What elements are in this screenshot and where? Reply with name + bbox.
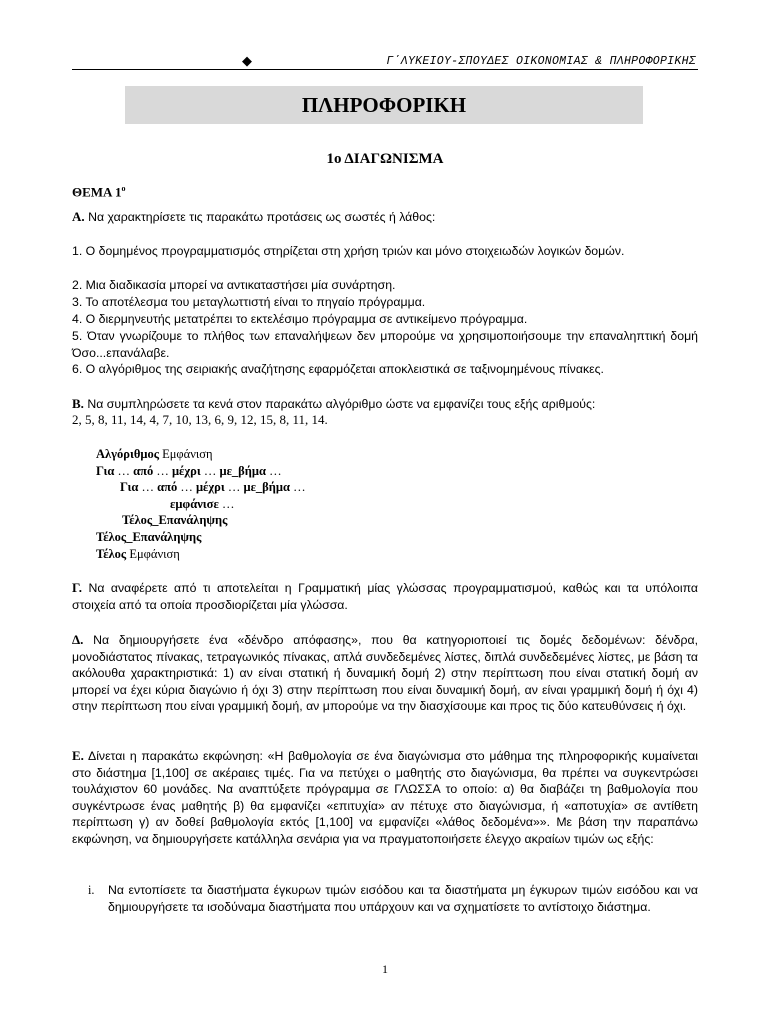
document-page <box>72 0 698 1024</box>
blank: … <box>117 463 131 478</box>
header-rule <box>72 69 698 70</box>
section-a-text: Να χαρακτηρίσετε τις παρακάτω προτάσεις ως σωστές ή λάθος: <box>88 210 436 224</box>
section-c-text: Να αναφέρετε από τι αποτελείται η Γραμματική μίας γλώσσας προγραμματισμού, καθώς και τα υπόλοιπα στοιχεία από τα οποία προσδιορίζεται μία γλώσσα. <box>72 581 698 612</box>
topic-heading <box>72 184 698 200</box>
course-header: Γ΄ΛΥΚΕΙΟΥ-ΣΠΟΥΔΕΣ ΟΙΚΟΝΟΜΙΑΣ & ΠΛΗΡΟΦΟΡΙΚΗΣ <box>386 55 696 68</box>
item-text: Να εντοπίσετε τα διαστήματα έγκυρων τιμών εισόδου και τα διαστήματα μη έγκυρων τιμών εισόδου και να δημιουργήσετε τα ισοδύναμα διαστήματα που υπάρχουν και να σχηματίσετε το αντίστοιχο διάστημα. <box>108 883 698 914</box>
algo-line-5 <box>96 512 306 529</box>
section-b-heading <box>72 396 698 413</box>
kw-for: Για <box>96 463 115 478</box>
page-title: ΠΛΗΡΟΦΟΡΙΚΗ <box>125 86 643 124</box>
topic-label: ΘΕΜΑ 1 <box>72 184 122 200</box>
kw-from: από <box>133 463 154 478</box>
kw-for: Για <box>120 480 139 495</box>
kw-end-loop: Τέλος_Επανάληψης <box>122 513 228 528</box>
section-b-label: Β. <box>72 396 84 411</box>
algo-line-3 <box>96 479 306 496</box>
blank: … <box>221 496 235 511</box>
statement-1: 1. Ο δομημένος προγραμματισμός στηρίζεται στη χρήση τριών και μόνο στοιχειωδών λογικών δομών. <box>72 244 625 258</box>
exam-subtitle: 1ο ΔΙΑΓΩΝΙΣΜΑ <box>326 151 444 167</box>
section-e-item <box>88 882 698 915</box>
kw-end: Τέλος <box>96 546 127 561</box>
algo-line-1 <box>96 446 306 463</box>
kw-print: εμφάνισε <box>170 496 219 511</box>
algo-line-2 <box>96 463 306 480</box>
statement-3: 3. Το αποτέλεσμα του μεταγλωττιστή είναι το πηγαίο πρόγραμμα. <box>72 295 426 309</box>
blank: … <box>227 480 241 495</box>
kw-from: από <box>157 480 178 495</box>
kw-to: μέχρι <box>195 480 225 495</box>
algo-name: Εμφάνιση <box>129 546 180 561</box>
kw-step: με_βήμα <box>243 480 290 495</box>
section-a-label: Α. <box>72 209 85 224</box>
section-d-text: Να δημιουργήσετε ένα «δένδρο απόφασης», που θα κατηγοριοποιεί τις δομές δεδομένων: δένδρα, μονοδιάστατος πίνακας, τετραγωνικός πίνακας, απλά συνδεδεμένες λίστες, διπλά συνδεδεμένες λίστες, με βάση τα ακόλουθα χαρακτηριστικά: 1) αν είναι στατική ή δυναμική δομή 2) στην περίπτωση που είναι στατική δομή αν μπορεί να έχει κύρια διαγώνιο ή όχι 3) στην περίπτωση που είναι δυναμική δομή, αν είναι γραμμική δομή ή όχι 4) στην περίπτωση που είναι γραμμική δομή, αν μπορούμε να την διασχίσουμε και προς τις δύο κατευθύνσεις ή όχι. <box>72 633 698 714</box>
topic-superscript: ο <box>121 184 126 193</box>
blank: … <box>141 480 155 495</box>
section-e-label: Ε. <box>72 748 84 763</box>
algo-line-6 <box>96 529 306 546</box>
statement-4: 4. Ο διερμηνευτής μετατρέπει το εκτελέσιμο πρόγραμμα σε αντικείμενο πρόγραμμα. <box>72 312 528 326</box>
algo-line-7 <box>96 546 306 563</box>
blank: … <box>156 463 169 478</box>
algo-name: Εμφάνιση <box>162 447 213 461</box>
number-sequence: 2, 5, 8, 11, 14, 4, 7, 10, 13, 6, 9, 12, 15, 8, 11, 14. <box>72 412 328 427</box>
blank: … <box>180 480 193 495</box>
section-d-label: Δ. <box>72 632 84 647</box>
section-b-text: Να συμπληρώσετε τα κενά στον παρακάτω αλγόριθμο ώστε να εμφανίζει τους εξής αριθμούς: <box>87 397 596 411</box>
section-a-heading <box>72 209 698 226</box>
diamond-icon: ◆ <box>242 53 252 68</box>
kw-step: με_βήμα <box>219 463 266 478</box>
statement-5: 5. Όταν γνωρίζουμε το πλήθος των επαναλήψεων δεν μπορούμε να χρησιμοποιήσουμε την επαναληπτική δομή Όσο...επανάλαβε. <box>72 329 698 360</box>
section-c <box>72 580 698 613</box>
section-d <box>72 632 698 715</box>
blank: … <box>269 463 282 478</box>
section-e-text: Δίνεται η παρακάτω εκφώνηση: «Η βαθμολογία σε ένα διαγώνισμα στο μάθημα της πληροφορικής κυμαίνεται στο διάστημα [1,100] σε ακέραιες τιμές. Για να πετύχει ο μαθητής στο διαγώνισμα, θα πρέπει να συγκεντρώσει τουλάχιστον 60 μονάδες. Να αναπτύξετε πρόγραμμα σε ΓΛΩΣΣΑ το οποίο: α) θα διαβάζει τη βαθμολογία που συγκέντρωσε ένας μαθητής β) θα εμφανίζει «επιτυχία» αν πέτυχε στο διαγώνισμα, ή «αποτυχία» σε αντίθετη περίπτωση γ) αν δοθεί βαθμολογία εκτός [1,100] να εμφανίζει «λάθος δεδομένα»». Με βάση την παραπάνω εκφώνηση, να δημιουργήσετε κατάλληλα σενάρια για να πραγματοποιήσετε έλεγχο ακραίων τιμών ως εξής: <box>72 749 698 846</box>
blank: … <box>203 463 217 478</box>
section-c-label: Γ. <box>72 580 82 595</box>
statement-2: 2. Μια διαδικασία μπορεί να αντικαταστήσει μία συνάρτηση. <box>72 278 396 292</box>
algo-line-4 <box>96 496 306 513</box>
algorithm-block <box>96 446 306 562</box>
kw-to: μέχρι <box>171 463 201 478</box>
section-e <box>72 748 698 848</box>
page-number: 1 <box>382 962 388 976</box>
blank: … <box>293 480 306 495</box>
statement-6: 6. Ο αλγόριθμος της σειριακής αναζήτησης εφαρμόζεται αποκλειστικά σε ταξινομημένους πίνακες. <box>72 362 604 376</box>
item-number: i. <box>88 883 95 897</box>
kw-algorithm: Αλγόριθμος <box>96 447 159 461</box>
kw-end-loop: Τέλος_Επανάληψης <box>96 529 202 544</box>
